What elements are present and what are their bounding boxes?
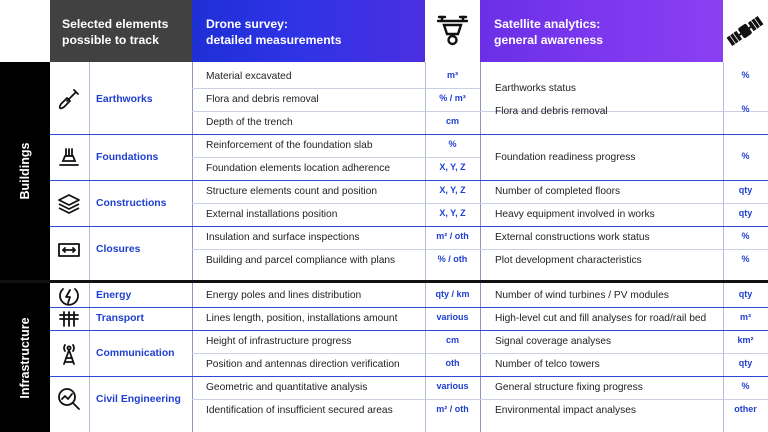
sat-item: Signal coverage analyses (495, 336, 612, 347)
group-line (50, 307, 768, 308)
layers-icon (56, 191, 82, 217)
drone-item: Reinforcement of the foundation slab (206, 140, 373, 151)
drone-item: Building and parcel compliance with plans (206, 255, 396, 266)
analysis-icon (56, 386, 82, 412)
header-drone-cell (192, 0, 425, 62)
category-civil-engineering: Civil Engineering (96, 394, 181, 405)
category-transport: Transport (96, 313, 144, 324)
sat-unit: % (741, 151, 750, 161)
group-line (50, 330, 768, 331)
rail-icon (57, 308, 81, 330)
sat-item: High-level cut and fill analyses for road/rail bed (495, 313, 707, 324)
drone-unit: X, Y, Z (439, 185, 466, 195)
drone-item: Identification of insufficient secured areas (206, 405, 393, 416)
row-line (192, 157, 480, 158)
drone-unit: m² / oth (436, 404, 469, 414)
drone-item: Flora and debris removal (206, 94, 319, 105)
row-line (192, 88, 480, 89)
sat-item: Number of completed floors (495, 186, 621, 197)
sat-item: Number of telco towers (495, 359, 600, 370)
sat-item: Environmental impact analyses (495, 405, 636, 416)
row-line (192, 203, 768, 204)
drone-item: Lines length, position, installations amount (206, 313, 398, 324)
header-satellite-icon-cell (723, 0, 768, 62)
drone-unit: % / m³ (439, 93, 466, 103)
section-divider (0, 280, 768, 283)
header-drone-title-line1: Drone survey: (206, 17, 288, 31)
sat-unit: qty (738, 185, 753, 195)
sat-unit: m³ (740, 312, 751, 322)
sat-item: General structure fixing progress (495, 382, 643, 393)
shovel-icon (56, 86, 82, 112)
sat-unit: % (741, 381, 750, 391)
category-energy: Energy (96, 290, 132, 301)
drone-unit: X, Y, Z (439, 162, 466, 172)
sat-unit: qty (738, 289, 753, 299)
row-line (192, 249, 768, 250)
group-line (50, 134, 768, 135)
drone-item: Energy poles and lines distribution (206, 290, 362, 301)
header-drone-title-line2: detailed measurements (206, 32, 342, 47)
constructions-icon-cell (56, 191, 82, 217)
drone-unit: m² / oth (436, 231, 469, 241)
sat-item: Heavy equipment involved in works (495, 209, 655, 220)
category-communication: Communication (96, 348, 175, 359)
drone-item: Foundation elements location adherence (206, 163, 391, 174)
sat-item: Flora and debris removal (495, 106, 608, 117)
row-line (192, 111, 768, 112)
category-earthworks: Earthworks (96, 94, 153, 105)
drone-item: Material excavated (206, 71, 292, 82)
sat-unit: other (734, 404, 757, 414)
section-infrastructure (0, 283, 50, 432)
category-closures: Closures (96, 244, 141, 255)
sat-unit: % (741, 231, 750, 241)
sat-item: Plot development characteristics (495, 255, 642, 266)
sat-unit: % (741, 70, 750, 80)
drone-unit: cm (445, 335, 459, 345)
closure-icon (56, 237, 82, 263)
row-line (192, 353, 768, 354)
energy-icon (57, 284, 81, 308)
drone-unit: m³ (447, 70, 458, 80)
drone-unit: various (436, 381, 469, 391)
drone-item: Position and antennas direction verification (206, 359, 400, 370)
drone-item: Depth of the trench (206, 117, 293, 128)
row-line (192, 399, 768, 400)
sat-unit: qty (738, 358, 753, 368)
antenna-icon (57, 341, 81, 367)
drone-unit: X, Y, Z (439, 208, 466, 218)
drone-unit: % (448, 139, 457, 149)
drone-icon (425, 0, 480, 62)
drone-unit: various (436, 312, 469, 322)
sat-unit: % (741, 104, 750, 114)
sat-unit: km² (737, 335, 754, 345)
sat-item: External constructions work status (495, 232, 650, 243)
drone-item: Structure elements count and position (206, 186, 378, 197)
sat-item: Earthworks status (495, 83, 576, 94)
foundation-icon (56, 145, 82, 171)
header-sat-title-line1: Satellite analytics: (494, 17, 601, 31)
header-satellite-cell (480, 0, 723, 62)
satellite-icon (723, 0, 768, 62)
group-line (50, 226, 768, 227)
sat-unit: % (741, 254, 750, 264)
sat-item: Foundation readiness progress (495, 152, 636, 163)
sat-item: Number of wind turbines / PV modules (495, 290, 669, 301)
drone-unit: qty / km (435, 289, 470, 299)
header-tracked-cell (50, 0, 192, 62)
category-constructions: Constructions (96, 198, 167, 209)
section-buildings (0, 62, 50, 280)
earthworks-icon-cell (56, 86, 82, 112)
drone-unit: % / oth (437, 254, 468, 264)
communication-icon-cell (57, 341, 81, 367)
drone-unit: cm (445, 116, 459, 126)
section-buildings-label: Buildings (18, 142, 32, 200)
closures-icon-cell (56, 237, 82, 263)
group-line (50, 376, 768, 377)
foundations-icon-cell (56, 145, 82, 171)
transport-icon-cell (57, 308, 81, 330)
drone-item: External installations position (206, 209, 338, 220)
header-tracked-title: Selected elements possible to track (62, 17, 169, 47)
drone-item: Height of infrastructure progress (206, 336, 352, 347)
drone-item: Insulation and surface inspections (206, 232, 360, 243)
energy-icon-cell (57, 284, 81, 308)
civil-icon-cell (56, 386, 82, 412)
group-line (50, 180, 768, 181)
section-infrastructure-label: Infrastructure (18, 316, 32, 399)
category-foundations: Foundations (96, 152, 159, 163)
header-sat-title-line2: general awareness (494, 32, 604, 47)
drone-item: Geometric and quantitative analysis (206, 382, 368, 393)
header-drone-icon-cell (425, 0, 480, 62)
sat-unit: qty (738, 208, 753, 218)
drone-unit: oth (445, 358, 460, 368)
